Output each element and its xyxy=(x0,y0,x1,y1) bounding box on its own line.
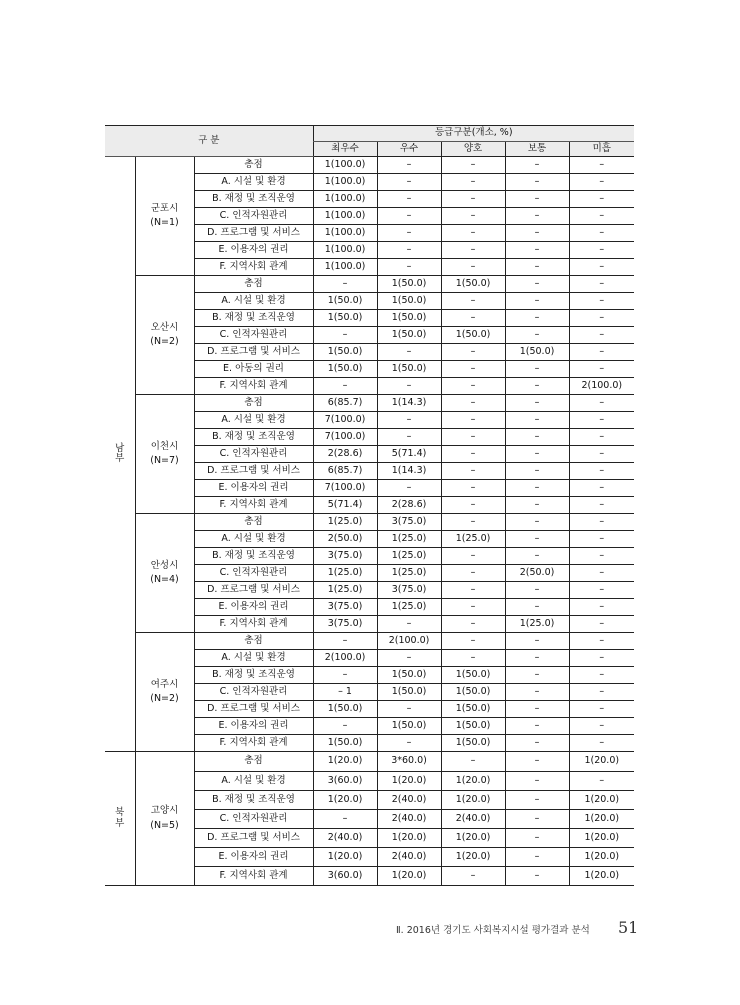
grade-cell: – xyxy=(569,327,634,344)
grade-cell: 3(60.0) xyxy=(313,772,377,791)
grade-cell: – xyxy=(441,514,505,531)
grade-cell: 3(75.0) xyxy=(377,582,441,599)
grade-cell: – xyxy=(505,225,569,242)
grade-cell: 5(71.4) xyxy=(313,497,377,514)
grade-cell: – xyxy=(505,242,569,259)
grade-cell: – xyxy=(569,276,634,293)
grade-header-excellent: 최우수 xyxy=(313,142,377,157)
item-label: E. 이용자의 권리 xyxy=(194,480,313,497)
grade-cell: – xyxy=(441,616,505,633)
grade-cell: 1(20.0) xyxy=(441,772,505,791)
grade-cell: 1(25.0) xyxy=(377,565,441,582)
grade-cell: 2(28.6) xyxy=(313,446,377,463)
grade-cell: – xyxy=(569,395,634,412)
grade-cell: – xyxy=(505,293,569,310)
grade-cell: 1(25.0) xyxy=(377,548,441,565)
city-label: 안성시 (N=4) xyxy=(135,514,194,633)
item-label: A. 시설 및 환경 xyxy=(194,174,313,191)
grade-cell: – xyxy=(441,344,505,361)
grade-cell: – xyxy=(377,650,441,667)
grade-cell: – xyxy=(505,791,569,810)
grade-cell: 2(40.0) xyxy=(441,810,505,829)
grade-cell: – xyxy=(377,225,441,242)
grade-cell: 2(40.0) xyxy=(377,848,441,867)
grade-cell: – xyxy=(505,259,569,276)
grade-cell: – xyxy=(441,548,505,565)
grade-cell: 1(25.0) xyxy=(313,565,377,582)
grade-cell: – xyxy=(505,208,569,225)
grade-cell: 2(28.6) xyxy=(377,497,441,514)
grade-cell: – xyxy=(441,310,505,327)
grade-cell: 1(50.0) xyxy=(377,361,441,378)
grade-cell: 1(50.0) xyxy=(313,344,377,361)
grade-cell: – xyxy=(505,378,569,395)
grade-cell: – xyxy=(441,633,505,650)
item-total-label: 총점 xyxy=(194,395,313,412)
grade-cell: 3(75.0) xyxy=(313,599,377,616)
grade-cell: – xyxy=(377,429,441,446)
grade-cell: – xyxy=(441,582,505,599)
grade-cell: – xyxy=(505,446,569,463)
item-label: C. 인적자원관리 xyxy=(194,208,313,225)
item-label: B. 재정 및 조직운영 xyxy=(194,548,313,565)
grade-cell: 1(50.0) xyxy=(377,327,441,344)
grade-cell: – xyxy=(569,242,634,259)
grade-cell: – xyxy=(505,735,569,752)
grade-cell: – xyxy=(441,225,505,242)
grade-cell: – xyxy=(377,378,441,395)
grade-cell: 1(50.0) xyxy=(377,718,441,735)
grade-cell: – xyxy=(377,616,441,633)
grade-cell: – xyxy=(505,463,569,480)
grade-cell: 1(50.0) xyxy=(313,293,377,310)
grade-cell: – xyxy=(569,361,634,378)
grade-cell: – xyxy=(313,276,377,293)
grade-cell: 2(40.0) xyxy=(377,810,441,829)
grade-cell: 1(20.0) xyxy=(441,829,505,848)
city-label: 이천시 (N=7) xyxy=(135,395,194,514)
grade-cell: 2(50.0) xyxy=(505,565,569,582)
grade-cell: – xyxy=(441,174,505,191)
item-label: A. 시설 및 환경 xyxy=(194,293,313,310)
grade-cell: – xyxy=(313,667,377,684)
grade-cell: – xyxy=(377,259,441,276)
item-label: D. 프로그램 및 서비스 xyxy=(194,582,313,599)
grade-cell: – xyxy=(569,548,634,565)
grade-cell: 1(50.0) xyxy=(377,684,441,701)
grade-cell: – xyxy=(505,582,569,599)
grade-cell: – xyxy=(569,701,634,718)
grade-cell: – xyxy=(377,208,441,225)
grade-cell: – xyxy=(377,735,441,752)
item-label: C. 인적자원관리 xyxy=(194,446,313,463)
grade-cell: – xyxy=(569,174,634,191)
grade-cell: – xyxy=(569,446,634,463)
grade-cell: 6(85.7) xyxy=(313,463,377,480)
grade-cell: 1(50.0) xyxy=(505,344,569,361)
grade-cell: 2(50.0) xyxy=(313,531,377,548)
grade-cell: – xyxy=(505,310,569,327)
grade-cell: 1(100.0) xyxy=(313,174,377,191)
grade-cell: 2(100.0) xyxy=(569,378,634,395)
grade-cell: – 1 xyxy=(313,684,377,701)
item-label: B. 재정 및 조직운영 xyxy=(194,667,313,684)
grade-cell: 1(20.0) xyxy=(569,867,634,886)
grade-cell: 1(50.0) xyxy=(377,293,441,310)
grade-cell: 1(20.0) xyxy=(569,791,634,810)
grade-cell: 1(100.0) xyxy=(313,191,377,208)
grade-cell: 1(14.3) xyxy=(377,463,441,480)
city-label: 고양시 (N=5) xyxy=(135,752,194,886)
grade-cell: 1(20.0) xyxy=(377,772,441,791)
grade-cell: – xyxy=(313,327,377,344)
grade-cell: – xyxy=(505,772,569,791)
grade-cell: – xyxy=(441,242,505,259)
grade-cell: 1(100.0) xyxy=(313,157,377,174)
grade-cell: – xyxy=(569,497,634,514)
grade-cell: 3(75.0) xyxy=(313,616,377,633)
grade-cell: 7(100.0) xyxy=(313,480,377,497)
grade-cell: 3(60.0) xyxy=(313,867,377,886)
grade-cell: – xyxy=(569,157,634,174)
grade-cell: 1(20.0) xyxy=(569,752,634,772)
grade-cell: – xyxy=(505,701,569,718)
grade-cell: 1(25.0) xyxy=(313,514,377,531)
grade-cell: 1(100.0) xyxy=(313,242,377,259)
grade-cell: – xyxy=(505,752,569,772)
item-total-label: 총점 xyxy=(194,633,313,650)
grade-cell: – xyxy=(377,174,441,191)
grade-cell: 1(20.0) xyxy=(441,848,505,867)
grade-cell: 1(50.0) xyxy=(313,735,377,752)
grade-cell: – xyxy=(505,848,569,867)
grade-cell: – xyxy=(505,718,569,735)
grade-cell: – xyxy=(441,446,505,463)
grade-cell: – xyxy=(313,633,377,650)
grade-cell: 1(50.0) xyxy=(377,310,441,327)
grade-cell: – xyxy=(441,191,505,208)
grade-cell: – xyxy=(505,361,569,378)
grade-cell: – xyxy=(441,293,505,310)
grade-cell: – xyxy=(377,701,441,718)
grade-cell: – xyxy=(569,599,634,616)
grade-cell: – xyxy=(569,582,634,599)
grade-cell: – xyxy=(505,650,569,667)
item-label: F. 지역사회 관계 xyxy=(194,497,313,514)
grade-cell: 2(40.0) xyxy=(377,791,441,810)
grade-cell: – xyxy=(441,650,505,667)
grade-cell: 2(100.0) xyxy=(313,650,377,667)
item-label: C. 인적자원관리 xyxy=(194,327,313,344)
grade-cell: – xyxy=(505,531,569,548)
grade-cell: – xyxy=(505,157,569,174)
grade-cell: – xyxy=(441,752,505,772)
grade-cell: 1(50.0) xyxy=(441,684,505,701)
grade-cell: 1(14.3) xyxy=(377,395,441,412)
grade-cell: 1(50.0) xyxy=(441,718,505,735)
grade-cell: 1(25.0) xyxy=(505,616,569,633)
table-row xyxy=(105,752,634,772)
grade-cell: – xyxy=(505,667,569,684)
grade-cell: – xyxy=(441,259,505,276)
evaluation-grade-table xyxy=(105,125,634,886)
item-label: C. 인적자원관리 xyxy=(194,684,313,701)
grade-cell: 1(50.0) xyxy=(377,667,441,684)
grade-cell: – xyxy=(569,429,634,446)
grade-cell: 1(20.0) xyxy=(441,791,505,810)
grade-cell: 1(50.0) xyxy=(313,701,377,718)
city-label: 여주시 (N=2) xyxy=(135,633,194,752)
grade-cell: 7(100.0) xyxy=(313,412,377,429)
grade-group-header: 등급구분(개소, %) xyxy=(313,126,634,142)
grade-cell: 1(20.0) xyxy=(569,829,634,848)
grade-cell: – xyxy=(505,548,569,565)
grade-cell: – xyxy=(569,772,634,791)
table-row xyxy=(105,514,634,531)
grade-cell: – xyxy=(569,718,634,735)
item-label: F. 지역사회 관계 xyxy=(194,378,313,395)
grade-cell: – xyxy=(377,412,441,429)
grade-cell: 1(100.0) xyxy=(313,259,377,276)
grade-cell: – xyxy=(505,497,569,514)
item-label: A. 시설 및 환경 xyxy=(194,531,313,548)
grade-cell: – xyxy=(505,829,569,848)
grade-cell: – xyxy=(505,599,569,616)
grade-cell: 1(50.0) xyxy=(313,361,377,378)
grade-cell: – xyxy=(569,531,634,548)
grade-cell: 3*60.0) xyxy=(377,752,441,772)
grade-cell: – xyxy=(569,616,634,633)
item-label: D. 프로그램 및 서비스 xyxy=(194,344,313,361)
grade-cell: – xyxy=(505,174,569,191)
item-label: F. 지역사회 관계 xyxy=(194,616,313,633)
grade-cell: – xyxy=(505,514,569,531)
grade-cell: 1(50.0) xyxy=(441,327,505,344)
grade-cell: – xyxy=(441,867,505,886)
grade-cell: 1(100.0) xyxy=(313,225,377,242)
item-label: B. 재정 및 조직운영 xyxy=(194,310,313,327)
grade-cell: – xyxy=(569,735,634,752)
category-header: 구 분 xyxy=(105,126,313,157)
grade-cell: 1(50.0) xyxy=(441,701,505,718)
grade-cell: 5(71.4) xyxy=(377,446,441,463)
grade-cell: – xyxy=(569,293,634,310)
item-label: E. 이용자의 권리 xyxy=(194,599,313,616)
grade-cell: 1(20.0) xyxy=(569,848,634,867)
item-total-label: 총점 xyxy=(194,514,313,531)
grade-cell: – xyxy=(377,242,441,259)
item-label: F. 지역사회 관계 xyxy=(194,867,313,886)
table-row xyxy=(105,276,634,293)
grade-cell: – xyxy=(505,867,569,886)
item-label: B. 재정 및 조직운영 xyxy=(194,791,313,810)
grade-cell: 1(25.0) xyxy=(377,599,441,616)
item-total-label: 총점 xyxy=(194,157,313,174)
grade-cell: 1(20.0) xyxy=(569,810,634,829)
grade-cell: – xyxy=(313,810,377,829)
region-label: 남 부 xyxy=(105,157,135,752)
grade-header-fair: 양호 xyxy=(441,142,505,157)
grade-cell: – xyxy=(569,650,634,667)
running-footer: Ⅱ. 2016년 경기도 사회복지시설 평가결과 분석 xyxy=(396,925,590,936)
grade-cell: 2(40.0) xyxy=(313,829,377,848)
grade-cell: – xyxy=(569,259,634,276)
grade-cell: – xyxy=(377,344,441,361)
grade-cell: 1(100.0) xyxy=(313,208,377,225)
grade-cell: 1(25.0) xyxy=(441,531,505,548)
grade-cell: – xyxy=(569,565,634,582)
grade-cell: – xyxy=(505,276,569,293)
grade-cell: – xyxy=(377,191,441,208)
grade-cell: – xyxy=(569,480,634,497)
grade-cell: – xyxy=(569,310,634,327)
grade-header-average: 보통 xyxy=(505,142,569,157)
grade-cell: – xyxy=(441,565,505,582)
grade-cell: – xyxy=(569,633,634,650)
table-row xyxy=(105,633,634,650)
grade-cell: 6(85.7) xyxy=(313,395,377,412)
grade-header-good: 우수 xyxy=(377,142,441,157)
grade-cell: 1(20.0) xyxy=(377,829,441,848)
item-label: D. 프로그램 및 서비스 xyxy=(194,463,313,480)
grade-cell: 2(100.0) xyxy=(377,633,441,650)
item-total-label: 총점 xyxy=(194,752,313,772)
grade-cell: – xyxy=(441,463,505,480)
page-number: 51 xyxy=(618,918,639,937)
grade-cell: 1(50.0) xyxy=(377,276,441,293)
grade-cell: – xyxy=(441,480,505,497)
item-label: F. 지역사회 관계 xyxy=(194,735,313,752)
city-label: 오산시 (N=2) xyxy=(135,276,194,395)
grade-cell: – xyxy=(505,327,569,344)
grade-cell: 3(75.0) xyxy=(377,514,441,531)
grade-cell: – xyxy=(569,225,634,242)
grade-cell: – xyxy=(505,429,569,446)
item-label: D. 프로그램 및 서비스 xyxy=(194,829,313,848)
item-label: E. 이용자의 권리 xyxy=(194,242,313,259)
grade-cell: – xyxy=(377,157,441,174)
table-body xyxy=(105,157,634,886)
item-label: E. 아동의 권리 xyxy=(194,361,313,378)
grade-cell: – xyxy=(441,157,505,174)
grade-cell: – xyxy=(505,412,569,429)
grade-cell: 1(25.0) xyxy=(377,531,441,548)
grade-cell: – xyxy=(569,684,634,701)
grade-cell: – xyxy=(505,480,569,497)
table-row xyxy=(105,157,634,174)
grade-cell: – xyxy=(441,208,505,225)
grade-header-poor: 미흡 xyxy=(569,142,634,157)
table-header xyxy=(105,126,634,157)
item-label: E. 이용자의 권리 xyxy=(194,848,313,867)
grade-cell: – xyxy=(441,361,505,378)
grade-cell: – xyxy=(441,497,505,514)
grade-cell: – xyxy=(569,463,634,480)
item-label: D. 프로그램 및 서비스 xyxy=(194,225,313,242)
grade-cell: – xyxy=(377,480,441,497)
grade-cell: 1(20.0) xyxy=(313,791,377,810)
grade-cell: 1(20.0) xyxy=(377,867,441,886)
table-row xyxy=(105,395,634,412)
grade-cell: – xyxy=(313,378,377,395)
item-label: B. 재정 및 조직운영 xyxy=(194,429,313,446)
item-label: A. 시설 및 환경 xyxy=(194,650,313,667)
grade-cell: 1(20.0) xyxy=(313,752,377,772)
grade-cell: 7(100.0) xyxy=(313,429,377,446)
grade-cell: – xyxy=(505,395,569,412)
region-label: 북 부 xyxy=(105,752,135,886)
grade-cell: – xyxy=(505,633,569,650)
grade-cell: – xyxy=(505,684,569,701)
grade-cell: 1(25.0) xyxy=(313,582,377,599)
grade-cell: 1(50.0) xyxy=(313,310,377,327)
grade-cell: – xyxy=(441,412,505,429)
grade-cell: 1(20.0) xyxy=(313,848,377,867)
grade-cell: – xyxy=(441,429,505,446)
item-label: C. 인적자원관리 xyxy=(194,565,313,582)
grade-cell: – xyxy=(569,208,634,225)
grade-cell: – xyxy=(569,667,634,684)
grade-cell: – xyxy=(441,395,505,412)
grade-cell: – xyxy=(569,191,634,208)
grade-cell: 1(50.0) xyxy=(441,276,505,293)
item-label: D. 프로그램 및 서비스 xyxy=(194,701,313,718)
grade-cell: – xyxy=(569,514,634,531)
item-label: F. 지역사회 관계 xyxy=(194,259,313,276)
grade-cell: – xyxy=(441,378,505,395)
grade-cell: 1(50.0) xyxy=(441,667,505,684)
grade-cell: – xyxy=(505,191,569,208)
grade-cell: – xyxy=(569,412,634,429)
city-label: 군포시 (N=1) xyxy=(135,157,194,276)
grade-cell: – xyxy=(505,810,569,829)
item-label: B. 재정 및 조직운영 xyxy=(194,191,313,208)
grade-cell: 1(50.0) xyxy=(441,735,505,752)
grade-cell: – xyxy=(313,718,377,735)
grade-cell: – xyxy=(441,599,505,616)
item-label: A. 시설 및 환경 xyxy=(194,772,313,791)
grade-cell: 3(75.0) xyxy=(313,548,377,565)
grade-cell: – xyxy=(569,344,634,361)
item-label: C. 인적자원관리 xyxy=(194,810,313,829)
item-total-label: 총점 xyxy=(194,276,313,293)
item-label: A. 시설 및 환경 xyxy=(194,412,313,429)
item-label: E. 이용자의 권리 xyxy=(194,718,313,735)
